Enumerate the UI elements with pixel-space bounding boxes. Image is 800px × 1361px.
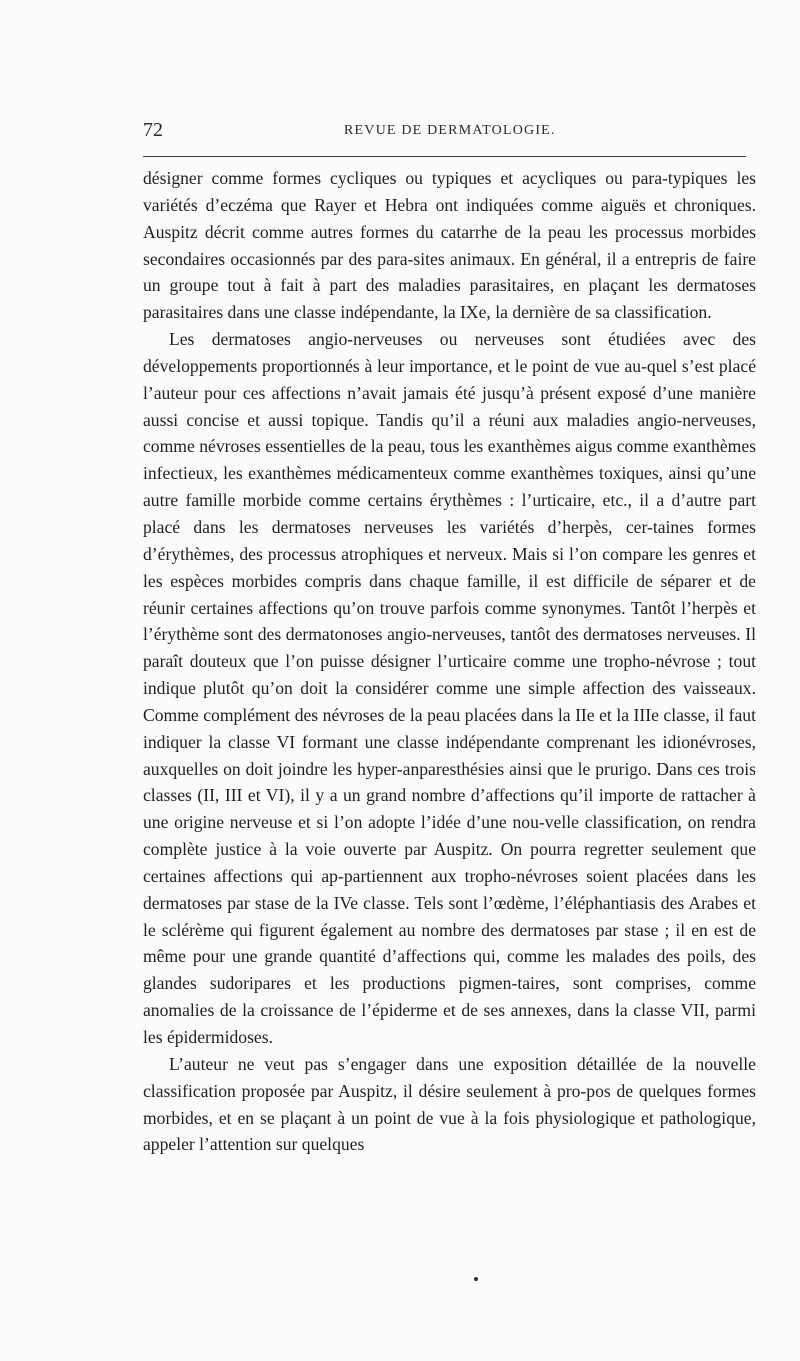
header-rule: [143, 156, 746, 157]
paragraph-1: désigner comme formes cycliques ou typiques et acycliques ou para-typiques les variétés d’eczéma que Rayer et Hebra ont indiquées comme aiguës et chroniques. Auspitz décrit comme autres formes du catarrhe de la peau les processus morbides secondaires occasionnés par des para-sites animaux. En général, il a entrepris de faire un groupe tout à fait à part des maladies parasitaires, en plaçant les dermatoses parasitaires dans une classe indépendante, la IXe, la dernière de sa classification.: [143, 168, 756, 323]
paragraph-3: L’auteur ne veut pas s’engager dans une exposition détaillée de la nouvelle classification proposée par Auspitz, il désire seulement à pro-pos de quelques formes morbides, et en se plaçant à un point de vue à la fois physiologique et pathologique, appeler l’attention sur quelques: [143, 1053, 756, 1155]
paragraph-2: Les dermatoses angio-nerveuses ou nerveuses sont étudiées avec des développements proportionnés à leur importance, et le point de vue au-quel s’est placé l’auteur pour ces affections n’avait jamais été jusqu’à présent exposé d’une manière aussi concise et aussi topique. Tandis qu’il a réuni aux maladies angio-nerveuses, comme névroses essentielles de la peau, tous les exanthèmes aigus comme exanthèmes infectieux, les exanthèmes médicamenteux comme exanthèmes toxiques, ainsi qu’une autre famille morbide comme certains érythèmes : l’urticaire, etc., il a d’autre part placé dans les dermatoses nerveuses les variétés d’herpès, cer-taines formes d’érythèmes, des processus atrophiques et nerveux. Mais si l’on compare les genres et les espèces morbides compris dans chaque famille, il est difficile de séparer et de réunir certaines affections qu’on trouve parfois comme synonymes. Tantôt l’herpès et l’érythème sont des dermatonoses angio-nerveuses, tantôt des dermatoses nerveuses. Il paraît douteux que l’on puisse désigner l’urticaire comme une tropho-névrose ; tout indique plutôt qu’on doit la considérer comme une simple affection des vaisseaux. Comme complément des névroses de la peau placées dans la IIe et la IIIe classe, il faut indiquer la classe VI formant une classe indépendante comprenant les idionévroses, auxquelles on doit joindre les hyper-anparesthésies ainsi que le prurigo. Dans ces trois classes (II, III et VI), il y a un grand nombre d’affections qu’il importe de rattacher à une origine nerveuse et si l’on adopte l’idée d’une nou-velle classification, on rendra complète justice à la voie ouverte par Auspitz. On pourra regretter seulement que certaines affections qui ap-partiennent aux tropho-névroses soient placées dans les dermatoses par stase de la IVe classe. Tels sont l’œdème, l’éléphantiasis des Arabes et le sclérème qui figurent également au nombre des dermatoses par stase ; il en est de même pour une grande quantité d’affections qui, comme les malades des poils, des glandes sudoripares et les productions pigmen-taires, sont comprises, comme anomalies de la croissance de l’épiderme et de ses annexes, dans la classe VII, parmi les épidermidoses.: [143, 329, 756, 1047]
running-title: REVUE DE DERMATOLOGIE.: [344, 123, 556, 138]
body-text: [143, 165, 756, 1158]
print-mark: [474, 1277, 478, 1281]
page-header: [143, 119, 755, 143]
page-number: 72: [143, 119, 163, 141]
